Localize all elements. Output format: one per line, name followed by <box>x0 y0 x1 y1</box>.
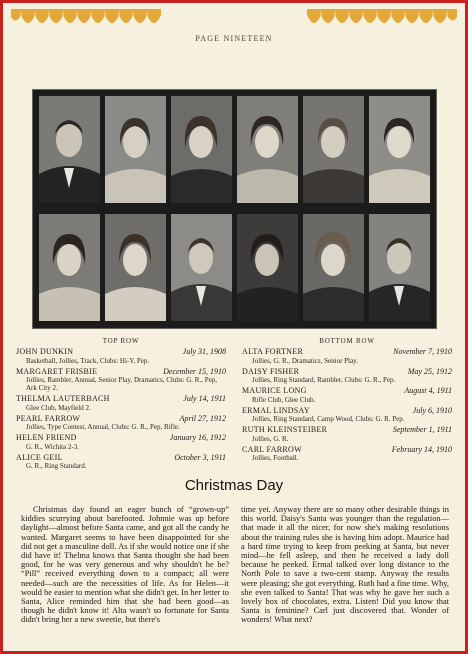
portrait-top-3 <box>171 96 232 203</box>
activities: Jollies, Ring Standard, Camp Wood, Clubs: G. R. Pep. <box>252 415 405 423</box>
portrait-top-4 <box>237 96 298 203</box>
portrait-top-1 <box>39 96 100 203</box>
portrait-bottom-1 <box>39 214 100 321</box>
birth-date: January 16, 1912 <box>169 433 226 442</box>
birth-date: August 4, 1911 <box>404 386 452 395</box>
birth-date: July 6, 1910 <box>412 405 452 415</box>
portrait-bottom-6 <box>369 214 430 321</box>
portrait-bottom-5 <box>303 214 364 321</box>
caption-entry <box>16 367 226 393</box>
birth-date: February 14, 1910 <box>391 444 452 454</box>
article-column-left: Christmas day found an eager bunch of “grown-up” kiddies scurrying about barefooted. Johnnie was up before daylight—almost before Santa came, and got all the candy he wanted. Margaret seems to have been disappointed for she did not get a masculine doll. As if she would notice one if she did have it! Thelma knows that Santa thought she had been good, for he was very generous and why shouldn't he be? “Pill” received everything down to a compact; all were needed—such are the necessities of life. As for Helen—it would be easier to mention what she didn't get. In her letter to Santa, Alice reminded him that she had been good—as though he didn't know it! Alta wasn't so fortunate for Santa didn't bring her a new sweetie, but there's <box>21 505 229 625</box>
top-row-captions <box>16 337 226 472</box>
activities: Jollies, G. R. <box>252 434 289 443</box>
article-column-right: time yet. Anyway there are so many other desirable things in this world. Daisy's Santa was younger than the regulation—that made it all the nicer, for now she's making resolutions about the training rules she is having him adopt. Maurice had a hard time trying to keep from peeking at Santa, but never mind—he fell asleep, and then he received a lady doll because he peeked. Ermal talked over long distance to the North Pole to save a two-cent stamp. Anyway the results were pleasing; she got everything. Ruth had a fine time. Why, she even talked to Santa! That was why he gave her such a lovely box of chocolates, extra. Listen! Did you know that Santa is feminine? Carl just discovered that. Wonder of wonders! What next? <box>241 505 449 625</box>
student-name: ALICE GEIL <box>16 452 63 462</box>
birth-date: July 31, 1908 <box>182 347 226 356</box>
portrait-panel <box>32 89 437 329</box>
student-name: ERMAL LINDSAY <box>242 405 310 415</box>
birth-date: May 25, 1912 <box>407 366 452 376</box>
top-row-heading: TOP ROW <box>102 337 140 345</box>
caption-entry <box>242 347 452 365</box>
caption-entry <box>16 394 226 412</box>
caption-entry <box>16 347 226 365</box>
student-name: THELMA LAUTERBACH <box>16 394 110 403</box>
portrait-top-5 <box>303 96 364 203</box>
student-name: MARGARET FRISBIE <box>16 366 98 376</box>
portrait-bottom-3 <box>171 214 232 321</box>
birth-date: December 15, 1910 <box>163 366 226 376</box>
birth-date: October 3, 1911 <box>174 452 226 462</box>
caption-entry <box>242 367 452 385</box>
article-title: Christmas Day <box>184 477 284 494</box>
portrait-bottom-2 <box>105 214 166 321</box>
portrait-bottom-4 <box>237 214 298 321</box>
article-body <box>21 505 449 625</box>
caption-entry <box>242 386 452 404</box>
student-name: JOHN DUNKIN <box>16 347 74 356</box>
activities: Jollies, Type Contest, Annual, Clubs: G. R., Pep, Rifle. <box>26 423 180 431</box>
birth-date: November 7, 1910 <box>393 347 452 356</box>
caption-entry <box>16 453 226 471</box>
student-name: CARL FARROW <box>242 444 302 454</box>
activities: Jollies, G. R., Dramatics, Senior Play. <box>252 356 358 365</box>
bottom-row-heading: BOTTOM ROW <box>319 337 375 345</box>
student-name: HELEN FRIEND <box>16 433 77 442</box>
student-name: RUTH KLEINSTEIBER <box>242 425 328 434</box>
birth-date: September 1, 1911 <box>392 425 452 434</box>
caption-entry <box>242 406 452 424</box>
activities: G. R., Ring Standard. <box>26 462 87 470</box>
activities: Jollies, Ring Standard, Rambler, Clubs: G. R., Pep. <box>252 376 396 384</box>
caption-entry <box>242 445 452 463</box>
caption-entry <box>242 425 452 443</box>
activities: Glee Club, Mayfield 2. <box>26 403 91 412</box>
yearbook-page <box>3 3 465 651</box>
page-number: PAGE NINETEEN <box>195 34 273 43</box>
activities: Jollies, Football. <box>252 454 299 462</box>
portrait-top-2 <box>105 96 166 203</box>
activities: Jollies, Rambler, Annual, Senior Play, Dramatics, Clubs: G. R., Pep, Ark City 2. <box>26 376 217 392</box>
bottom-row-captions <box>242 337 452 464</box>
caption-entry <box>16 414 226 432</box>
student-name: MAURICE LONG <box>242 386 307 395</box>
activities: Rifle Club, Glee Club. <box>252 395 316 404</box>
caption-entry <box>16 433 226 451</box>
left-gold-ornament <box>11 9 161 33</box>
birth-date: April 27, 1912 <box>179 413 226 423</box>
activities: Basketball, Jollies, Track, Clubs: Hi-Y, Pep. <box>26 356 150 365</box>
portrait-top-6 <box>369 96 430 203</box>
activities: G. R., Wichita 2-3. <box>26 442 80 451</box>
right-gold-ornament <box>307 9 457 33</box>
student-name: PEARL FARROW <box>16 413 81 423</box>
student-name: ALTA FORTNER <box>242 347 304 356</box>
birth-date: July 14, 1911 <box>183 394 226 403</box>
student-name: DAISY FISHER <box>242 366 300 376</box>
